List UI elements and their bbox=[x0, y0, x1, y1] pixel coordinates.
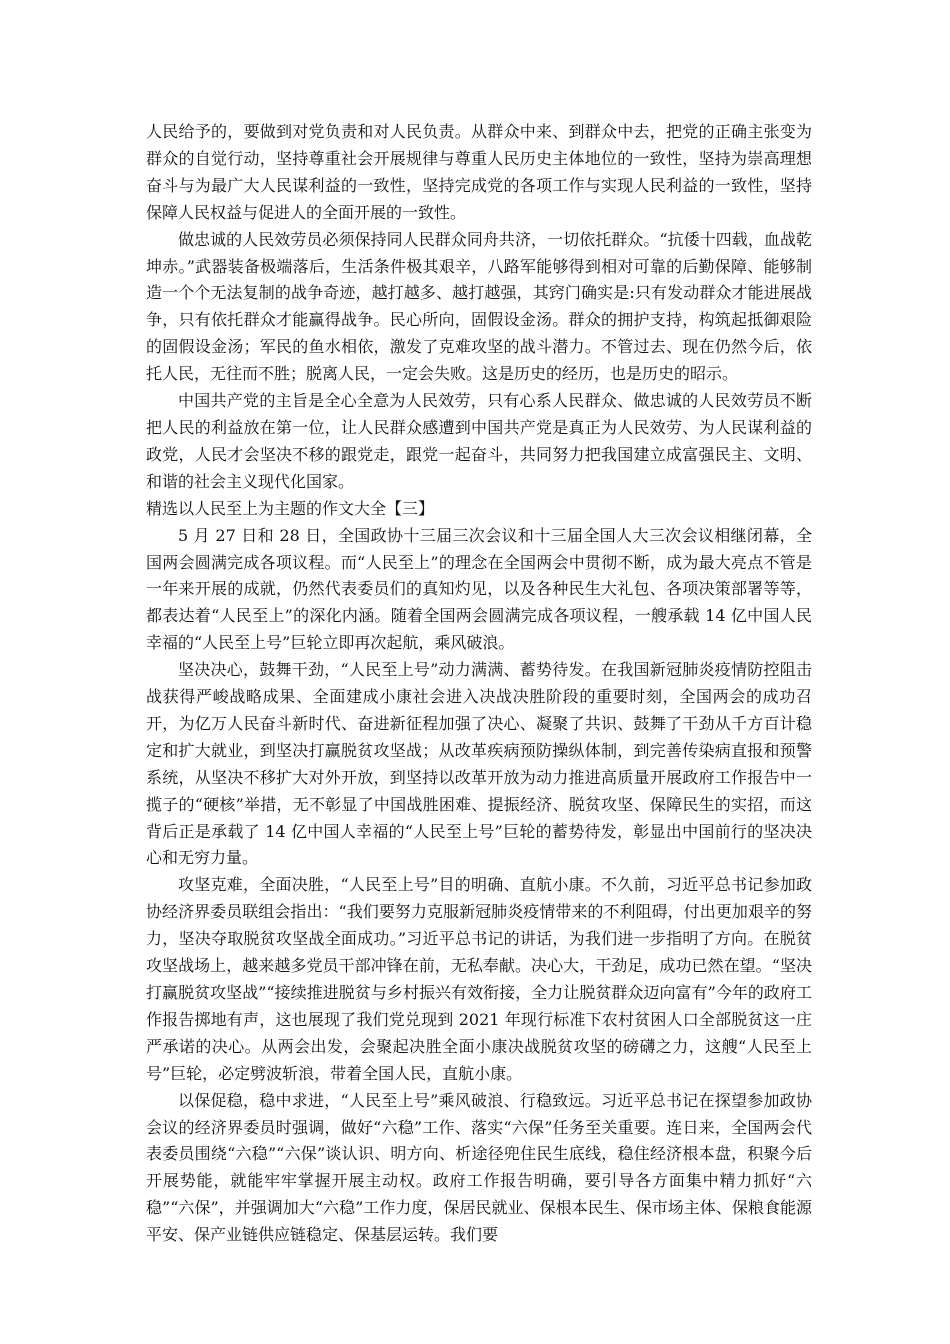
paragraph: 人民给予的，要做到对党负责和对人民负责。从群众中来、到群众中去，把党的正确主张变为群众的自觉行动，坚持尊重社会开展规律与尊重人民历史主体地位的一致性，坚持为崇高理想奋斗与为最广大人民谋利益的一致性，坚持完成党的各项工作与实现人民利益的一致性，坚持保障人民权益与促进人的全面开展的一致性。 bbox=[146, 122, 812, 222]
paragraph: 坚决决心，鼓舞干劲，“人民至上号”动力满满、蓄势待发。在我国新冠肺炎疫情防控阻击战获得严峻战略成果、全面建成小康社会进入决战决胜阶段的重要时刻，全国两会的成功召开，为亿万人民奋斗新时代、奋进新征程加强了决心、凝聚了共识、鼓舞了干劲从千方百计稳定和扩大就业，到坚决打赢脱贫攻坚战；从改革疾病预防操纵体制，到完善传染病直报和预警系统，从坚决不移扩大对外开放，到坚持以改革开放为动力推进高质量开展政府工作报告中一揽子的“硬核”举措，无不彰显了中国战胜困难、提振经济、脱贫攻坚、保障民生的实招，而这背后正是承载了 14 亿中国人幸福的“人民至上号”巨轮的蓄势待发，彰显出中国前行的坚决决心和无穷力量。 bbox=[146, 660, 812, 868]
paragraph: 以保促稳，稳中求进，“人民至上号”乘风破浪、行稳致远。习近平总书记在探望参加政协会议的经济界委员时强调，做好“六稳”工作、落实“六保”任务至关重要。连日来，全国两会代表委员围绕“六稳”“六保”谈认识、明方向、析途径兜住民生底线，稳住经济根本盘，积聚今后开展势能，就能牢牢掌握开展主动权。政府工作报告明确，要引导各方面集中精力抓好“六稳”“六保”，并强调加大“六稳”工作力度，保居民就业、保根本民生、保市场主体、保粮食能源平安、保产业链供应链稳定、保基层运转。我们要 bbox=[146, 1090, 812, 1245]
paragraph: 做忠诚的人民效劳员必须保持同人民群众同舟共济，一切依托群众。“抗倭十四载，血战乾坤赤。”武器装备极端落后，生活条件极其艰辛，八路军能够得到相对可靠的后勤保障、能够制造一个个无法复制的战争奇迹，越打越多、越打越强，其窍门确实是:只有发动群众才能进展战争，只有依托群众才能赢得战争。民心所向，固假设金汤。群众的拥护支持，构筑起抵御艰险的固假设金汤；军民的鱼水相依，激发了克难攻坚的战斗潜力。不管过去、现在仍然今后，依托人民，无往而不胜；脱离人民，一定会失败。这是历史的经历，也是历史的昭示。 bbox=[146, 229, 812, 384]
document-body bbox=[146, 119, 812, 1249]
paragraph: 中国共产党的主旨是全心全意为人民效劳，只有心系人民群众、做忠诚的人民效劳员不断把人民的利益放在第一位，让人民群众感遭到中国共产党是真正为人民效劳、为人民谋利益的政党，人民才会坚决不移的跟党走，跟党一起奋斗，共同努力把我国建立成富强民主、文明、和谐的社会主义现代化国家。 bbox=[146, 391, 812, 491]
paragraph: 5 月 27 日和 28 日，全国政协十三届三次会议和十三届全国人大三次会议相继闭幕，全国两会圆满完成各项议程。而“人民至上”的理念在全国两会中贯彻不断，成为最大亮点不管是一年来开展的成就，仍然代表委员们的真知灼见，以及各种民生大礼包、各项决策部署等等，都表达着“人民至上”的深化内涵。随着全国两会圆满完成各项议程，一艘承载 14 亿中国人民幸福的“人民至上号”巨轮立即再次起航，乘风破浪。 bbox=[146, 525, 812, 653]
section-heading: 精选以人民至上为主题的作文大全【三】 bbox=[146, 498, 435, 518]
paragraph: 攻坚克难，全面决胜，“人民至上号”目的明确、直航小康。不久前，习近平总书记参加政协经济界委员联组会指出：“我们要努力克服新冠肺炎疫情带来的不利阻碍，付出更加艰辛的努力，坚决夺取脱贫攻坚战全面成功。”习近平总书记的讲话，为我们进一步指明了方向。在脱贫攻坚战场上，越来越多党员干部冲锋在前，无私奉献。决心大，干劲足，成功已然在望。“坚决打赢脱贫攻坚战”“接续推进脱贫与乡村振兴有效衔接，全力让脱贫群众迈向富有”今年的政府工作报告掷地有声，这也展现了我们党兑现到 2021 年现行标准下农村贫困人口全部脱贫这一庄严承诺的决心。从两会出发，会聚起决胜全面小康决战脱贫攻坚的磅礴之力，这艘“人民至上号”巨轮，必定劈波斩浪，带着全国人民，直航小康。 bbox=[146, 875, 812, 1083]
